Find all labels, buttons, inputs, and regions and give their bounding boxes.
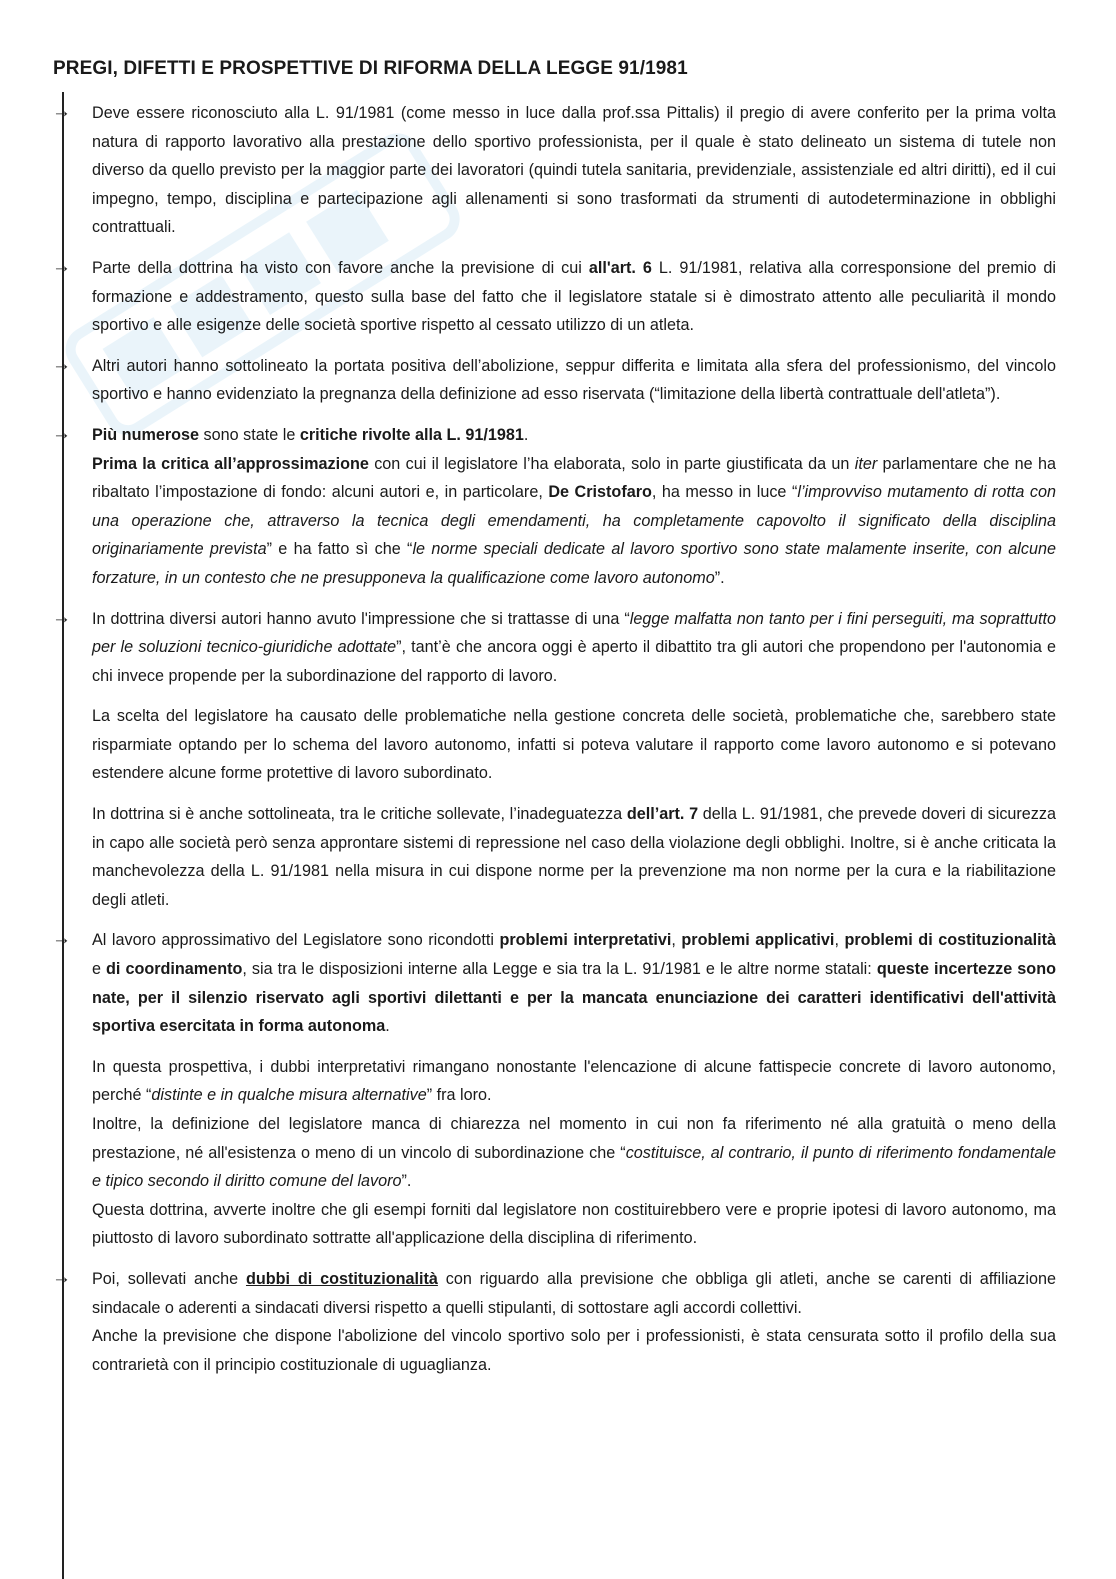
paragraph: Altri autori hanno sottolineato la portata positiva dell’abolizione, seppur differita e limitata alla sfera del professionismo, del vincolo sportivo e hanno evidenziato la pregnanza della definizione ad esso riservata (“limitazione della libertà contrattuale dell'atleta”). <box>92 356 1056 404</box>
document-title: PREGI, DIFETTI E PROSPETTIVE DI RIFORMA DELLA LEGGE 91/1981 <box>53 58 688 79</box>
list-item <box>52 421 1057 593</box>
list-item <box>52 926 1057 1253</box>
paragraph: Deve essere riconosciuto alla L. 91/1981 (come messo in luce dalla prof.ssa Pittalis) il pregio di avere conferito per la prima volta natura di rapporto lavorativo alla prestazione dello sportivo professionista, per il quale è stato delineato un sistema di tutele non diverso da quello previsto per la maggior parte dei lavoratori (quindi tutela sanitaria, previdenziale, assistenziale ed altri diritti), ed il cui impegno, tempo, disciplina e partecipazione agli allenamenti si sono trasformati da strumenti di autodeterminazione in obblighi contrattuali. <box>92 104 1056 237</box>
arrow-bullet-icon: → <box>52 353 71 375</box>
paragraph: Più numerose sono state le critiche rivolte alla L. 91/1981. Prima la critica all’approssimazione con cui il legislatore l’ha elaborata, solo in parte giustificata da un iter parlamentare che ne ha ribaltato l’impostazione di fondo: alcuni autori e, in particolare, De Cristofaro, ha messo in luce “l’improvviso mutamento di rotta con una operazione che, attraverso la tecnica degli emendamenti, ha completamente capovolto il significato della disciplina originariamente prevista” e ha fatto sì che “le norme speciali dedicate al lavoro sportivo sono state malamente inserite, con alcune forzature, in un contesto che ne presupponeva la qualificazione come lavoro autonomo”. <box>92 425 1057 587</box>
document-body <box>52 99 1057 1391</box>
paragraph: Al lavoro approssimativo del Legislatore sono ricondotti problemi interpretativi, problemi applicativi, problemi di costituzionalità e di coordinamento, sia tra le disposizioni interne alla Legge e sia tra la L. 91/1981 e le altre norme statali: queste incertezze sono nate, per il silenzio riservato agli sportivi dilettanti e per la mancata enunciazione dei caratteri identificativi dell'attività sportiva esercitata in forma autonoma. <box>92 931 1057 1036</box>
paragraph: In dottrina diversi autori hanno avuto l'impressione che si trattasse di una “legge malfatta non tanto per i fini perseguiti, ma soprattutto per le soluzioni tecnico-giuridiche adottate”, tant’è che ancora oggi è aperto il dibattito tra gli autori che propendono per l'autonomia e chi invece propende per la subordinazione del rapporto di lavoro. <box>92 609 1056 685</box>
list-item <box>52 254 1056 340</box>
paragraph: In dottrina si è anche sottolineata, tra le critiche sollevate, l’inadeguatezza dell’art. 7 della L. 91/1981, che prevede doveri di sicurezza in capo alle società però senza approntare sistemi di repressione nel caso della violazione degli obblighi. Inoltre, si è anche criticata la manchevolezza della L. 91/1981 nella misura in cui dispone norme per la prevenzione ma non norme per la cura e la riabilitazione degli atleti. <box>92 805 1056 909</box>
arrow-bullet-icon: → <box>52 928 71 950</box>
list-item <box>52 99 1056 242</box>
arrow-bullet-icon: → <box>52 422 71 444</box>
paragraph: Poi, sollevati anche dubbi di costituzionalità con riguardo alla previsione che obbliga gli atleti, anche se carenti di affiliazione sindacale o aderenti a sindacati diversi rispetto a quelli stipulanti, di sottostare agli accordi collettivi. Anche la previsione che dispone l'abolizione del vincolo sportivo solo per i professionisti, è stata censurata sotto il profilo della sua contrarietà con il principio costituzionale di uguaglianza. <box>92 1269 1056 1374</box>
arrow-bullet-icon: → <box>52 101 71 122</box>
paragraph: La scelta del legislatore ha causato delle problematiche nella gestione concreta delle società, problematiche che, sarebbero state risparmiate optando per lo schema del lavoro autonomo, infatti si poteva valutare il rapporto come lavoro autonomo e si potevano estendere alcune forme protettive di lavoro subordinato. <box>92 707 1056 783</box>
list-item <box>52 605 1056 915</box>
list-item <box>52 1265 1056 1379</box>
paragraph: Parte della dottrina ha visto con favore anche la previsione di cui all'art. 6 L. 91/1981, relativa alla corresponsione del premio di formazione e addestramento, questo sulla base del fatto che il legislatore statale si è dimostrato attento alle peculiarità il mondo sportivo e alle esigenze delle società sportive rispetto al cessato utilizzo di un atleta. <box>92 258 1056 335</box>
arrow-bullet-icon: → <box>52 255 71 277</box>
margin-line <box>62 92 64 1579</box>
paragraph: In questa prospettiva, i dubbi interpretativi rimangano nonostante l'elencazione di alcune fattispecie concrete di lavoro autonomo, perché “distinte e in qualche misura alternative” fra loro. Inoltre, la definizione del legislatore manca di chiarezza nel momento in cui non fa riferimento né alla gratuità o meno della prestazione, né all'esistenza o meno di un vincolo di subordinazione che “costituisce, al contrario, il punto di riferimento fondamentale e tipico secondo il diritto comune del lavoro”. Questa dottrina, avverte inoltre che gli esempi forniti dal legislatore non costituirebbero vere e proprie ipotesi di lavoro autonomo, ma piuttosto di lavoro subordinato sottratte all'applicazione della disciplina di riferimento. <box>92 1057 1056 1248</box>
arrow-bullet-icon: → <box>52 606 71 628</box>
arrow-bullet-icon: → <box>52 1266 71 1288</box>
list-item <box>52 352 1056 409</box>
